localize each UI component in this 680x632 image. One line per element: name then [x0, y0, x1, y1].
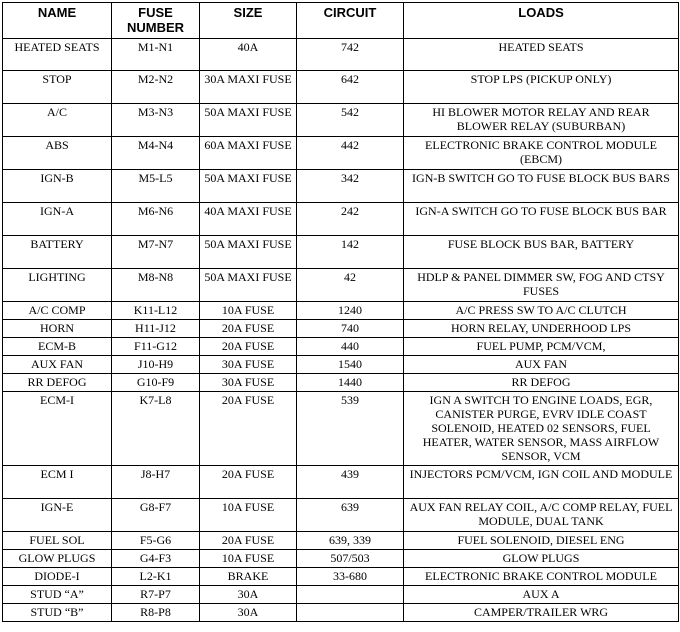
cell-name: DIODE-I [3, 568, 112, 586]
cell-fuse-number: L2-K1 [112, 568, 200, 586]
fuse-table-body [3, 39, 679, 622]
cell-size: BRAKE [200, 568, 297, 586]
cell-name: RR DEFOG [3, 374, 112, 392]
cell-size: 30A MAXI FUSE [200, 71, 297, 104]
cell-fuse-number: G10-F9 [112, 374, 200, 392]
cell-loads: HDLP & PANEL DIMMER SW, FOG AND CTSY FUSES [404, 269, 679, 302]
cell-circuit [297, 604, 404, 622]
cell-fuse-number: K11-L12 [112, 302, 200, 320]
cell-size: 20A FUSE [200, 338, 297, 356]
cell-circuit: 1440 [297, 374, 404, 392]
cell-circuit: 507/503 [297, 550, 404, 568]
table-row [3, 71, 679, 104]
table-row [3, 604, 679, 622]
header-circuit: CIRCUIT [297, 3, 404, 39]
cell-size: 10A FUSE [200, 302, 297, 320]
cell-loads: HORN RELAY, UNDERHOOD LPS [404, 320, 679, 338]
cell-fuse-number: M8-N8 [112, 269, 200, 302]
cell-name: GLOW PLUGS [3, 550, 112, 568]
cell-size: 30A FUSE [200, 356, 297, 374]
table-row [3, 170, 679, 203]
cell-fuse-number: H11-J12 [112, 320, 200, 338]
cell-fuse-number: R8-P8 [112, 604, 200, 622]
cell-loads: ELECTRONIC BRAKE CONTROL MODULE [404, 568, 679, 586]
cell-name: ECM-I [3, 392, 112, 466]
cell-size: 60A MAXI FUSE [200, 137, 297, 170]
cell-size: 40A MAXI FUSE [200, 203, 297, 236]
table-row [3, 39, 679, 71]
cell-size: 20A FUSE [200, 532, 297, 550]
table-row [3, 586, 679, 604]
table-row [3, 203, 679, 236]
cell-loads: A/C PRESS SW TO A/C CLUTCH [404, 302, 679, 320]
cell-circuit: 642 [297, 71, 404, 104]
cell-circuit: 439 [297, 466, 404, 499]
cell-name: IGN-A [3, 203, 112, 236]
cell-loads: AUX FAN RELAY COIL, A/C COMP RELAY, FUEL MODULE, DUAL TANK [404, 499, 679, 532]
cell-loads: FUSE BLOCK BUS BAR, BATTERY [404, 236, 679, 269]
cell-circuit: 539 [297, 392, 404, 466]
cell-fuse-number: M6-N6 [112, 203, 200, 236]
table-row [3, 137, 679, 170]
cell-fuse-number: F5-G6 [112, 532, 200, 550]
cell-fuse-number: M2-N2 [112, 71, 200, 104]
table-row [3, 236, 679, 269]
cell-name: HEATED SEATS [3, 39, 112, 71]
table-row [3, 568, 679, 586]
cell-name: AUX FAN [3, 356, 112, 374]
cell-fuse-number: J8-H7 [112, 466, 200, 499]
table-row [3, 550, 679, 568]
table-row [3, 302, 679, 320]
fuse-table [2, 2, 679, 622]
table-row [3, 499, 679, 532]
cell-loads: AUX FAN [404, 356, 679, 374]
cell-size: 20A FUSE [200, 320, 297, 338]
cell-circuit: 42 [297, 269, 404, 302]
cell-loads: CAMPER/TRAILER WRG [404, 604, 679, 622]
cell-size: 50A MAXI FUSE [200, 269, 297, 302]
cell-fuse-number: J10-H9 [112, 356, 200, 374]
header-loads: LOADS [404, 3, 679, 39]
cell-name: STUD “B” [3, 604, 112, 622]
fuse-table-container [2, 2, 679, 622]
cell-size: 40A [200, 39, 297, 71]
table-row [3, 356, 679, 374]
cell-size: 20A FUSE [200, 392, 297, 466]
cell-fuse-number: F11-G12 [112, 338, 200, 356]
cell-loads: GLOW PLUGS [404, 550, 679, 568]
cell-circuit: 639 [297, 499, 404, 532]
cell-circuit: 1240 [297, 302, 404, 320]
header-fuse-number: FUSE NUMBER [112, 3, 200, 39]
cell-name: HORN [3, 320, 112, 338]
cell-name: ABS [3, 137, 112, 170]
cell-size: 20A FUSE [200, 466, 297, 499]
cell-loads: FUEL PUMP, PCM/VCM, [404, 338, 679, 356]
cell-name: LIGHTING [3, 269, 112, 302]
cell-loads: HI BLOWER MOTOR RELAY AND REAR BLOWER RELAY (SUBURBAN) [404, 104, 679, 137]
table-row [3, 374, 679, 392]
table-row [3, 338, 679, 356]
cell-name: STOP [3, 71, 112, 104]
table-row [3, 532, 679, 550]
cell-name: A/C [3, 104, 112, 137]
cell-fuse-number: M4-N4 [112, 137, 200, 170]
header-size: SIZE [200, 3, 297, 39]
cell-size: 50A MAXI FUSE [200, 236, 297, 269]
table-row [3, 392, 679, 466]
cell-name: ECM-B [3, 338, 112, 356]
cell-circuit: 242 [297, 203, 404, 236]
cell-loads: INJECTORS PCM/VCM, IGN COIL AND MODULE [404, 466, 679, 499]
cell-fuse-number: K7-L8 [112, 392, 200, 466]
header-name: NAME [3, 3, 112, 39]
cell-name: IGN-B [3, 170, 112, 203]
cell-fuse-number: M5-L5 [112, 170, 200, 203]
cell-circuit: 33-680 [297, 568, 404, 586]
cell-size: 10A FUSE [200, 550, 297, 568]
cell-loads: FUEL SOLENOID, DIESEL ENG [404, 532, 679, 550]
table-row [3, 320, 679, 338]
cell-loads: IGN-A SWITCH GO TO FUSE BLOCK BUS BAR [404, 203, 679, 236]
cell-size: 30A [200, 586, 297, 604]
cell-circuit [297, 586, 404, 604]
cell-size: 10A FUSE [200, 499, 297, 532]
cell-name: IGN-E [3, 499, 112, 532]
cell-name: BATTERY [3, 236, 112, 269]
cell-size: 50A MAXI FUSE [200, 104, 297, 137]
cell-fuse-number: M3-N3 [112, 104, 200, 137]
cell-name: ECM I [3, 466, 112, 499]
cell-loads: HEATED SEATS [404, 39, 679, 71]
cell-circuit: 542 [297, 104, 404, 137]
cell-circuit: 142 [297, 236, 404, 269]
table-row [3, 104, 679, 137]
cell-size: 30A [200, 604, 297, 622]
cell-fuse-number: M1-N1 [112, 39, 200, 71]
cell-size: 30A FUSE [200, 374, 297, 392]
cell-circuit: 639, 339 [297, 532, 404, 550]
cell-size: 50A MAXI FUSE [200, 170, 297, 203]
table-row [3, 269, 679, 302]
cell-circuit: 740 [297, 320, 404, 338]
cell-loads: ELECTRONIC BRAKE CONTROL MODULE (EBCM) [404, 137, 679, 170]
table-row [3, 466, 679, 499]
cell-fuse-number: G4-F3 [112, 550, 200, 568]
cell-loads: IGN A SWITCH TO ENGINE LOADS, EGR, CANISTER PURGE, EVRV IDLE COAST SOLENOID, HEATED 02 SENSORS, FUEL HEATER, WATER SENSOR, MASS AIRFLOW SENSOR, VCM [404, 392, 679, 466]
cell-circuit: 342 [297, 170, 404, 203]
cell-loads: IGN-B SWITCH GO TO FUSE BLOCK BUS BARS [404, 170, 679, 203]
cell-circuit: 742 [297, 39, 404, 71]
cell-loads: RR DEFOG [404, 374, 679, 392]
cell-fuse-number: G8-F7 [112, 499, 200, 532]
cell-circuit: 442 [297, 137, 404, 170]
cell-name: FUEL SOL [3, 532, 112, 550]
cell-fuse-number: R7-P7 [112, 586, 200, 604]
cell-name: STUD “A” [3, 586, 112, 604]
cell-name: A/C COMP [3, 302, 112, 320]
cell-loads: AUX A [404, 586, 679, 604]
cell-loads: STOP LPS (PICKUP ONLY) [404, 71, 679, 104]
cell-fuse-number: M7-N7 [112, 236, 200, 269]
cell-circuit: 1540 [297, 356, 404, 374]
cell-circuit: 440 [297, 338, 404, 356]
header-row [3, 3, 679, 39]
